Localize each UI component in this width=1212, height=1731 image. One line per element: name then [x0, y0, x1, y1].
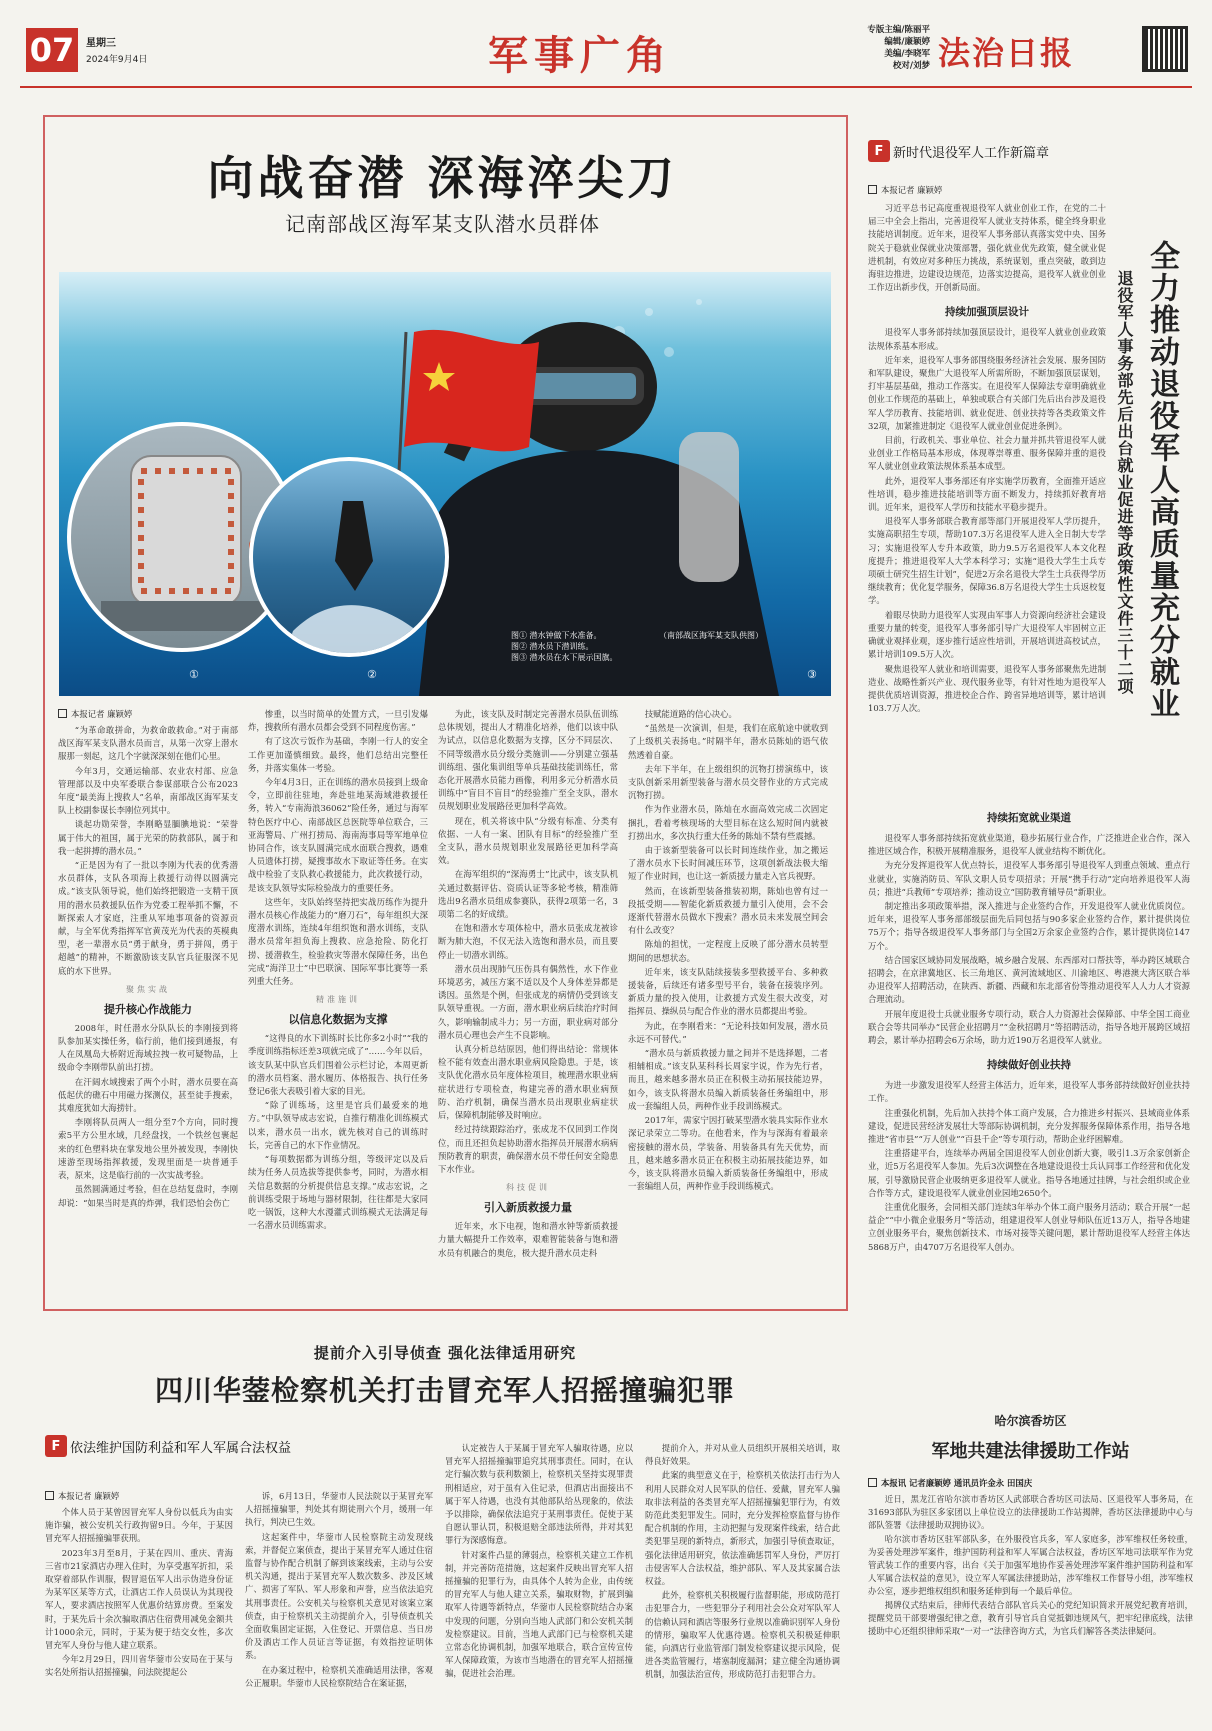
paragraph: 诉，6月13日，华蓥市人民法院以于某冒充军人招摇撞骗罪，判处其有期徒刑六个月，缓刑一年执行，判决已生效。 — [245, 1491, 433, 1528]
sidebar-big-title: 全力推动退役军人高质量充分就业 — [1144, 240, 1179, 720]
paragraph: 为进一步激发退役军人经营主体活力，近年来，退役军人事务部持续做好创业扶持工作。 — [868, 1080, 1190, 1104]
paragraph: 在汗阔水域搜索了两个小时，潜水员要在高低起伏的礁石中用磁力探测仪，甚至徒手搜索，其难度犹如大海捞针。 — [58, 1076, 238, 1114]
caption-line: 图② 潜水员下潜训练。 — [511, 642, 594, 651]
feature-col-3 — [438, 708, 618, 1261]
paragraph: 李刚将队员两人一组分至7个方向，同时搜索5平方公里水域，几经盘找，一个铁丝包裹起来的红色塑料块在掌发地公里外被发现，李刚快速游至现场指挥救援，发现里面是一块普通手表，原来，这是临行前的一次实战考验。 — [58, 1117, 238, 1181]
sidebar-intro-col — [868, 202, 1106, 716]
paragraph: 提前介入，并对从业人员组织开展相关培训，取得良好效果。 — [645, 1443, 840, 1467]
section-label-text: 新时代退役军人工作新篇章 — [893, 145, 1050, 161]
paragraph: 着眼尽快助力退役军人实现由军事人力资源向经济社会建设重要力量的转变，退役军人事务部引导广大退役军人牢固树立正确就业观择业观，逐步推行适应性培训，开展培训进高校试点，累计培训109.5万人次。 — [868, 609, 1106, 660]
feature-col-1 — [58, 708, 238, 1211]
caption-line: 图③ 潜水员在水下展示国旗。 — [511, 653, 618, 662]
photo-label-2: ② — [367, 668, 377, 681]
section-badge-icon: F — [868, 140, 890, 162]
paragraph: “这得良的水下训练时长比你多2小时”“我的季度训练指标还差3项就完成了”……今年以后，该支队某中队官兵们围着公示栏讨论，本周更新的潜水员档案、潜水履历、体格报告、执行任务登记6张大表吸引着大家的目光。 — [248, 1033, 428, 1097]
photo-credit: （南部战区海军某支队供图） — [659, 631, 763, 640]
paragraph: 在饱和潜水专项体检中，潜水员张成龙被诊断为肺大泡，不仅无法入选饱和潜水员，而且要停止一切潜水训练。 — [438, 923, 618, 960]
section-label-text: 依法维护国防利益和军人军属合法权益 — [70, 1440, 292, 1456]
paragraph: 退役军人事务部持续加强顶层设计，退役军人就业创业政策法规体系基本形成。 — [868, 327, 1106, 351]
paragraph: 注重优化服务，会同相关部门连续3年举办个体工商户服务月活动；联合开展“一起益企”“中小微企业服务月”等活动，组建退役军人创业导师队伍近13万人，指导各地建立创业服务平台，聚焦创新技术、市场对接等关键问题，累计帮助退役军人经营主体达5868万户，由4707万名退役军人创办。 — [868, 1202, 1190, 1252]
caption-line: 图① 潜水钟做下水准备。 — [511, 631, 602, 640]
editor-line: 美编/李晓军 — [884, 49, 930, 59]
feature-headline: 向战奋潜 深海淬尖刀 — [207, 151, 678, 205]
paragraph: 今年2月29日，四川省华蓥市公安局在于某与实名处所指认招摇撞骗，问法院提起公 — [45, 1654, 233, 1678]
paragraph: 惨重，以当时简单的处置方式，一旦引发爆炸，搜救所有潜水员都会受到不同程度伤害。” — [248, 709, 428, 733]
masthead — [20, 22, 1192, 84]
paragraph: 针对案件凸显的薄弱点，检察机关建立工作机制，并完善防范措施，这起案件反映出冒充军人招摇撞骗的犯罪行为，由具体个人转为企业，由传统的冒充军人与他人建立关系，骗取财物，扩展到骗取军人待遇等新特点，华蓥市人民检察院结合办案中发现的问题，分别向当地人武部门和公安机关制发检察建议。目前，当地人武部门已与检察机关建立常态化协调机制，加强军地联合，联合宣传宣传军人保障政策，为该市当地潜在的冒充军人招摇撞骗，促进社会治理。 — [445, 1549, 633, 1679]
paragraph: 去年下半年，在上级组织的沉物打捞演练中，该支队创新采用新型装备与潜水员交替作业的方式完成沉物打捞。 — [628, 763, 828, 801]
masthead-rule — [20, 86, 1192, 88]
feature-subheadline: 记南部战区海军某支队潜水员群体 — [285, 212, 600, 236]
photo-label-1: ① — [189, 668, 199, 681]
photo-label-3: ③ — [807, 668, 817, 681]
paragraph: 谈起功勋荣誉，李刚略显腼腆地说：“荣誉属于伟大的祖国，属于光荣的防救部队，属于和我一起拼搏的潜水员。” — [58, 819, 238, 856]
paragraph: 结合国家区域协同发展战略，城乡融合发展、东西部对口帮扶等，举办跨区域联合招聘会，在京津冀地区、长三角地区、黄河流域地区、川渝地区、粤港澳大湾区联合举办退役军人招聘活动，在陕西、新疆、西藏和东北部省份等推动退役军人人力人才资源合理流动。 — [868, 954, 1190, 1005]
paragraph: “除了训练场，这里是官兵们最爱来的地方。”中队领导成志宏说，自推行精准化训练模式以来，潜水员一出水，就先核对自己的训练时长，完善自己的水下作业情况。 — [248, 1100, 428, 1150]
feature-col-4 — [628, 708, 828, 1194]
sub-heading: 引入新质救援力量 — [484, 1201, 572, 1215]
paragraph: 技赋能道路的信心决心。 — [644, 709, 737, 719]
paragraph: 经过持续跟踪治疗，张成龙不仅回到工作岗位，而且还担负起协助潜水指挥员开展潜水病病预防教育的职责，确保潜水员不带任何安全隐患下水作业。 — [438, 1124, 618, 1174]
paragraph: 为此，在李刚看来：“无论科技如何发展，潜水员永远不可替代。” — [628, 1020, 828, 1044]
inset-photo-2 — [249, 457, 449, 657]
page-number: 07 — [26, 28, 78, 72]
editor-line: 专版主编/陈丽平 — [867, 25, 930, 35]
paragraph: 认定被告人于某属于冒充军人骗取待遇，应以冒充军人招摇撞骗罪追究其刑事责任。同时，在认定行骗次数与获利数额上，检察机关坚持实现罪责刑相适应，对于虽有入住记录，但酒店出面接出不属于军人待遇，也没有其他部队给丛现象的，依法予以排除，确保依法追究于某刑事责任。促使于某自愿认罪认罚，积极退赔全部违法所得，并对其犯罪行为深感悔意。 — [445, 1443, 633, 1546]
bottom-headline: 四川华蓥检察机关打击冒充军人招摇撞骗犯罪 — [154, 1374, 735, 1407]
sidebar-section-label — [868, 140, 1193, 162]
sidebar — [868, 140, 1193, 1330]
sidebar-heading-2: 持续拓宽就业渠道 — [987, 812, 1071, 824]
paragraph: 揭牌仪式结束后，律师代表结合部队官兵关心的党纪知识简求开展党纪教育培训，提醒党员干部要增强纪律之意，教育引导官兵自觉抵御违规风气，把牢纪律底线，法律援助中心还组织律师采取“一对一”法律咨询方式，为官兵们解答各类法律疑问。 — [868, 1599, 1193, 1637]
paragraph: 制定推出多项政策举措，深入推进与企业签约合作，开发退役军人就业优质岗位。近年来，退役军人事务部部级层面先后同包括与90多家企业签约合作，累计提供岗位75万个；指导各级退役军人事务部门与全国2万余家企业签约合作，累计提供岗位147万个。 — [868, 901, 1190, 951]
paragraph: 注重强化机制，先后加入扶持个体工商户发展，合力推进乡村振兴、县域商业体系建设，促进民营经济发展壮大等部际协调机制，充分发挥服务保障体系作用，指导各地推进“省市县”“万人创业”“百县千企”等专项行动，帮助企业纾困解难。 — [868, 1107, 1190, 1145]
bottom-kicker: 提前介入引导侦查 强化法律适用研究 — [313, 1344, 577, 1362]
paragraph: 注重搭建平台，连续举办两届全国退役军人创业创新大赛，吸引1.3万余家创新企业，近5万名退役军人参加。先后3次调整在各地建设退役士兵认同事工作经营和优化发展，引导激励民营企业吸纳更多退役军人就业。指导各地通过挂牌，与社会组织或企业合作等方式，建设退役军人就业创业园地2650个。 — [868, 1148, 1190, 1198]
sub-kicker: 科技促训 — [506, 1183, 550, 1193]
paragraph: 近年来，该支队陆续接装多型救援平台、多种救援装备，后续还有诸多型号平台，装备在接装序列。新质力量的投入使用，让救援方式发生很大改变，对指挥员、操纵员与配合作业的潜水员都提出考验。 — [628, 966, 828, 1017]
paragraph: 目前，行政机关、事业单位、社会力量并抓共管退役军人就业创业工作格局基本形成，体现尊崇尊重、服务保障并重的退役军人就业创业政策法规体系基本成型。 — [868, 435, 1106, 472]
feature-col-2 — [248, 708, 428, 1233]
paragraph: 认真分析总结原因，他们得出结论：常规体检不能有效查出潜水职业病风险隐患。于是，该支队优化潜水员年度体检项目，梳理潜水职业病症状进行专项检查，构建完善的潜水职业病预防、治疗机制，确保当潜水员出现职业病症状后，保障机制能够及时响应。 — [438, 1044, 618, 1121]
paragraph: 退役军人事务部持续拓宽就业渠道，稳步拓展行业合作，广泛推进企业合作，深入推进区域合作，积极开展精准服务，退役军人就业结构不断优化。 — [868, 833, 1190, 857]
bottom-col-4 — [645, 1442, 840, 1683]
paragraph: 开展年度退役士兵就业服务专项行动，联合人力资源社会保障部、中华全国工商业联合会等共同举办“民营企业招聘月”“金秋招聘月”等招聘活动，指导各地开展跨区域招聘会，累计举办招聘会6万余场，助力近190万名退役军人就业。 — [868, 1008, 1190, 1046]
sub-kicker: 聚焦实战 — [126, 984, 170, 994]
editor-credits — [820, 24, 930, 72]
paragraph: 此外，检察机关积极履行监督职能，形成防范打击犯罪合力，一些犯罪分子利用社会公众对军队军人的信赖认同和酒店等服务行业规以准确识别军人身份的情形，骗取军人优惠待遇。检察机关积极延伸职能，向酒店行业监管部门制发检察建议提示风险，促进各类监管履行，堵塞制度漏洞；建立健全沟通协调机制，加强法治宣传，形成防范打击犯罪合力。 — [645, 1590, 840, 1680]
bottom-right-headline: 军地共建法律援助工作站 — [931, 1441, 1130, 1462]
bottom-right-article — [868, 1412, 1193, 1717]
paragraph: 作为作业潜水员，陈灿在水面高效完成二次固定捆扎，看着考核现场的大型目标在这么短时间内就被打捞出水，多次执行重大任务的陈灿不禁有些震撼。 — [628, 804, 828, 841]
paragraph: 由于该新型装备可以长时间连续作业，加之搬运了潜水员水下长时间减压环节，这项创新战法极大缩短了作业时间，也让这一新质援力量走入官兵视野。 — [628, 845, 828, 882]
section-title: 军事广角 — [488, 33, 672, 79]
issue-date: 2024年9月4日 — [86, 55, 148, 65]
feature-byline: 本报记者 廉颖婷 — [58, 708, 238, 720]
paragraph: “每项数据都为训练分组，等级评定以及后续为任务人员选拔等提供参考，同时，为潜水相关信息数据的分析提供信息支撑。”成志宏说，之前训练受限于场地与器材限制，往往都是大家同吃一锅饭，这种大水漫灌式训练模式无法满足每一名潜水员训练需求。 — [248, 1154, 428, 1231]
paragraph: 退役军人事务部联合教育部等部门开展退役军人学历提升，实施高职招生专项，帮助107.3万名退役军人进入全日制大专学习；实施退役军人专升本政策，助力9.5万名退役军人本文化程度提升；推进退役军人大学本科学习；实施“退役大学生士兵专项硕士研究生招生计划”，促进2万余名退役大学生士兵获得学历继续教育；优化复学服务，保障36.8万名退役大学生士兵返校复学。 — [868, 516, 1106, 606]
paragraph: 有了这次亏饭作为基础，李刚一行人的安全工作更加谨慎细致。最终，他们总结出完整任务，并落实集体一考验。 — [248, 736, 428, 773]
paragraph: 陈灿的担忧，一定程度上反映了部分潜水员转型期间的思想状态。 — [628, 939, 828, 963]
paragraph: 然而，在该新型装备推装初期，陈灿也曾有过一段抵受期——智能化新质救援力量引入使用，会不会逐渐代替潜水员做水下搜索？潜水员未来发展空间会有什么改变？ — [628, 885, 828, 936]
paragraph: 近年来，水下电视，饱和潜水钟等新质救援力量大幅提升工作效率，艰难智能装备与饱和潜水员有机融合的奥危，极大提升潜水员走科 — [438, 1221, 618, 1258]
paragraph: 现在，机关将该中队“分级有标准、分类有依据、一人有一案、团队有目标”的经验推广至全支队，潜水员规划职业发展路径更加科学高效。 — [438, 815, 618, 866]
paragraph: 今年4月3日，正在训练的潜水员接到上级命令，立即前往驻地，奔赴驻地某海域港救援任务，转入“专南海浪36062”险任务，通过与海军特色医疗中心、南部战区总医院等单位联合，三亚海警局、广州打捞局、海南海事局等军地单位协同合作，该支队圆满完成水面联合搜救，遇难人员遗体打捞，疑搜事故水下取证等任务。在实战中检验了支队救心救援能力，此次救援行动，是该支队领导实际检验战力的重要任务。 — [248, 777, 428, 893]
paragraph: 这些年，支队始终坚持把实战历练作为提升潜水员核心作战能力的“磨刀石”，每年组织大深度潜水训练，连续4年组织饱和潜水训练，支队潜水员常年担负海上搜救、应急抢险、防化打捞、援潜救生，检验救灾等潜水保障任务，出色完成“海洋卫士”中巴联演、国际军事比赛等一系列重大任务。 — [248, 896, 428, 987]
editor-line: 校对/刘梦 — [892, 61, 930, 71]
sidebar-heading-1: 持续加强顶层设计 — [945, 306, 1029, 319]
paragraph: 近日，黑龙江省哈尔滨市香坊区人武部联合香坊区司法局、区退役军人事务局，在31693部队为驻区多家团以上单位设立的法律援助工作站揭牌，香坊区法律援助中心与部队签署《法律援助双拥协议》。 — [868, 1494, 1193, 1531]
paragraph: “为革命敢拼命，为救命敢救命。”对于南部战区海军某支队潜水员而言，从第一次穿上潜水服那一刻起，这几个字就深深刻在他们心里。 — [58, 725, 238, 762]
paragraph: 潜水员出现肺气压伤具有偶然性，水下作业环境恶劣，减压方案不适以及个人身体差异都是诱因。虽然是个例，但张成龙的病情仍受到该支队领导重视。一方面，潜水职业病后续治疗时间久，影响输制成斗力；另一方面，职业病对部分潜水员心理也会产生不良影响。 — [438, 963, 618, 1040]
sidebar-heading-3: 持续做好创业扶持 — [987, 1059, 1071, 1072]
bottom-col-2 — [245, 1490, 433, 1691]
paragraph: 此案的典型意义在于，检察机关依法打击行为人利用人民群众对人民军队的信任、爱戴，冒充军人骗取非法利益的各类冒充军人招摇撞骗犯罪行为，有效防范此类犯罪发生。同时，充分发挥检察监督与协作配合机制的作用，主动把握与发现案件线索，结合此类犯罪呈现的新特点，新形式，加强引导侦查取证，强化法律适用研究，依法准确惩罚军人身份，严厉打击侵害军人合法权益，维护部队、军人及其家属合法权益。 — [645, 1470, 840, 1587]
paragraph: “虽然是一次演训，但是，我们在底航途中就收到了上级机关表扬电。”时隔半年，潜水员陈灿的语气依然透着自豪。 — [628, 723, 828, 760]
sidebar-byline: 本报记者 廉颖婷 — [868, 184, 942, 196]
paragraph: 今年3月，交通运输部、农业农村部、应急管理部以及中央军委联合参谋部联合公布2023年度“最美海上搜救人”名单，南部战区海军某支队上校副参谋长李刚位列其中。 — [58, 765, 238, 816]
paragraph: 个体人员于某曾因冒充军人身份以低兵为由实施诈骗，被公安机关行政拘留9日。今年，于某因冒充军人招摇撞骗罪获刑。 — [45, 1507, 233, 1544]
bottom-col-1 — [45, 1490, 233, 1681]
paragraph: 这起案件中，华蓥市人民检察院主动发现线索，并督促立案侦查，提出于某冒充军人通过住宿监督与协作配合机制了解到该案线索，主动与公安机关沟通，提出于某冒充军人数次数多、涉及区域广、损害了军队、军人形象和声誉，应当依法追究其刑事责任。公安机关与检察机关意见对该案立案侦查，由于检察机关主动提前介入，引导侦查机关全面收集固定证据，入住登记、开票信息、当日房价及酒店工作人员证言等证据，有效指控证明体系。 — [245, 1531, 433, 1661]
paragraph: 聚焦退役军人就业和培训需要，退役军人事务部聚焦先进制造业、战略性新兴产业、现代服务业等，有针对性地为退役军人提供优质培训资源，推进校企合作、跨省异地培训等，累计培训103.7万人次。 — [868, 663, 1106, 714]
bottom-left-article — [45, 1342, 845, 1717]
sub-heading: 以信息化数据为支撑 — [288, 1013, 388, 1027]
paragraph: 2017年，需家宁因打破某型潜水装具实际作业水深记录荣立二等功。在他看来，作为与深海有着最亲密接触的潜水员，学装备、用装备具有先天优势，而且，越来越多潜水员正在积极主动拓展技能边界，如今，该支队将潜水员编入新质装备任务编组中，形成一套编组人员，两种作业手段训练模式。 — [628, 1115, 828, 1192]
weekday: 星期三 — [86, 38, 116, 49]
paragraph: 2023年3月至8月，于某在四川、重庆、青海三省市21家酒店办理入住时，为享受惠军折扣，采取穿着部队作训服，假冒退伍军人出示伪造身份证为某军区某等方式，让酒店工作人员误认为其现役军人，要求酒店按照军人优惠价结算房费。至案发时，于某先后十余次骗取酒店住宿费用减免金额共计1000余元，同时，于某为便于结交女性，多次冒充军人身份与他人建立联系。 — [45, 1547, 233, 1651]
bottom-right-kicker: 哈尔滨香坊区 — [994, 1414, 1067, 1428]
paragraph: 习近平总书记高度重视退役军人就业创业工作，在党的二十届三中全会上指出，完善退役军人就业支持体系，健全终身职业技能培训制度。近年来，退役军人事务部认真落实党中央、国务院关于稳就业保就业决策部署，强化就业优先政策，健全就业促进机制，有效应对多种压力挑战，系统谋划，重点突破，敢到边海驻边推进，边建设边规范，边落实边提高，退役军人就业创业工作迈出新步伐，开创新局面。 — [868, 203, 1106, 293]
sub-heading: 提升核心作战能力 — [104, 1002, 192, 1016]
paragraph: 近年来，退役军人事务部围绕服务经济社会发展、服务国防和军队建设，聚焦广大退役军人所需所盼，不断加强顶层谋划，打牢基层基础，推动工作落实。在退役军人保障法专章明确就业创业工作规范的基础上，单独或联合有关部门先后出台涉及退役军人学历教育、技能培训、就业促进、创业扶持等各类政策文件32项，加紧推进制定《退役军人就业创业促进条例》。 — [868, 354, 1106, 431]
sidebar-lower-col — [868, 800, 1190, 1255]
paragraph: 为此，该支队及时制定完善潜水员队伍训练总体规划，提出人才精准化培养，他们以该中队为试点，以信息化数据为支撑，区分不同层次、不同等级潜水员分级分类施训——分别建立强基训练组、强化集训组等单兵基础技能训练任，常态化开展潜水员能力画像，利用多元分析潜水员训练中“盲目不盲目”的经验推广至全支队，潜水员规划职业发展路径更加科学高效。 — [438, 709, 618, 812]
editor-line: 编辑/廉颖婷 — [884, 37, 930, 47]
paragraph: 虽然圆满通过考验，但在总结复盘时，李刚却说：“如果当时是真的炸弹，我们恐怕会伤亡 — [58, 1184, 238, 1208]
section-badge-icon: F — [45, 1435, 67, 1457]
paragraph: 哈尔滨市香坊区驻军部队多，在外服役官兵多，军人家庭多，涉军维权任务较重，为妥善处理涉军案件，维护国防利益和军人军属合法权益，香坊区军地司法联军作为党管武装工作的重要内容，出台《关于加强军地协作妥善处理涉军案件维护国防利益和军人军属合法权益的意见》，设立军人军属法律援助站，涉军维权工作督导小组，涉军维权办公室，逐步把维权组织和服务延伸到每一个最后单位。 — [868, 1533, 1193, 1597]
paragraph: “潜水员与新质救援力量之间并不是选择题，二者相辅相成。”该支队某科科长周家宇说，作为先行者，而且，越来越多潜水员正在积极主动拓展技能边界，如今，该支队将潜水员编入新质装备任务编组中，形成一套编组人员，两种作业手段训练模式。 — [628, 1048, 828, 1111]
paragraph: 此外，退役军人事务部还有序实施学历教育，全面推开适应性培训，稳步推进技能培训等方面不断发力，持续抓好教育培训。近年来，退役军人学历和技能水平稳步提升。 — [868, 475, 1106, 513]
paragraph: “正是因为有了一批以李刚为代表的优秀潜水员群体，支队各项海上救援行动得以圆满完成。”该支队领导说，他们始终把锻造一支精干顶用的潜水员救援队伍作为党委工程举抓不懈，不断探索人才家庭，注重从军地事项备的资源贡献，与全军优秀指挥军官黄茂光为代表的英模典型，老一辈潜水员“勇于献身，勇于拼闯，勇于超越”的精神，不断激励该支队官兵征服深不见底的水下世界。 — [58, 860, 238, 976]
bottom-byline: 本报记者 廉颖婷 — [45, 1490, 233, 1502]
bottom-col-3 — [445, 1442, 633, 1682]
sidebar-big-subtitle: 退役军人事务部先后出台就业促进等政策性文件三十二项 — [1115, 270, 1134, 695]
paragraph: 为充分发挥退役军人优点特长，退役军人事务部引导退役军人到重点领域、重点行业就业，实施消防员、军队文职人员专项招录；开展“携手行动”定向培养退役军人海员；推进“兵教师”专项培养；推动设立“国防教育辅导员”新职业。 — [868, 860, 1190, 897]
paragraph: 在办案过程中，检察机关准确适用法律，客观公正履职。华蓥市人民检察院结合在案证据， — [245, 1664, 433, 1688]
bottom-right-byline: 本报讯 记者廉颖婷 通讯员许金永 田国庆 — [868, 1477, 1193, 1489]
hero-photo — [59, 272, 831, 696]
qr-code-icon[interactable] — [1142, 26, 1188, 72]
paper-logo: 法治日报 — [938, 34, 1075, 72]
sub-kicker: 精准施训 — [316, 995, 360, 1005]
paragraph: 2008年，时任潜水分队队长的李刚接到将队参加某实操任务，临行前，他们接到通报，有人在凤凰岛大桥附近海域拉拽一枚可疑物品，上级命令李刚带队前出打捞。 — [58, 1022, 238, 1073]
paragraph: 在海军组织的“深海勇士”比武中，该支队机关通过数据评估、资质认证等多轮考核，精准筛选出9名潜水员组成参赛队，获得2项第一名，3项第二名的好成绩。 — [438, 869, 618, 920]
